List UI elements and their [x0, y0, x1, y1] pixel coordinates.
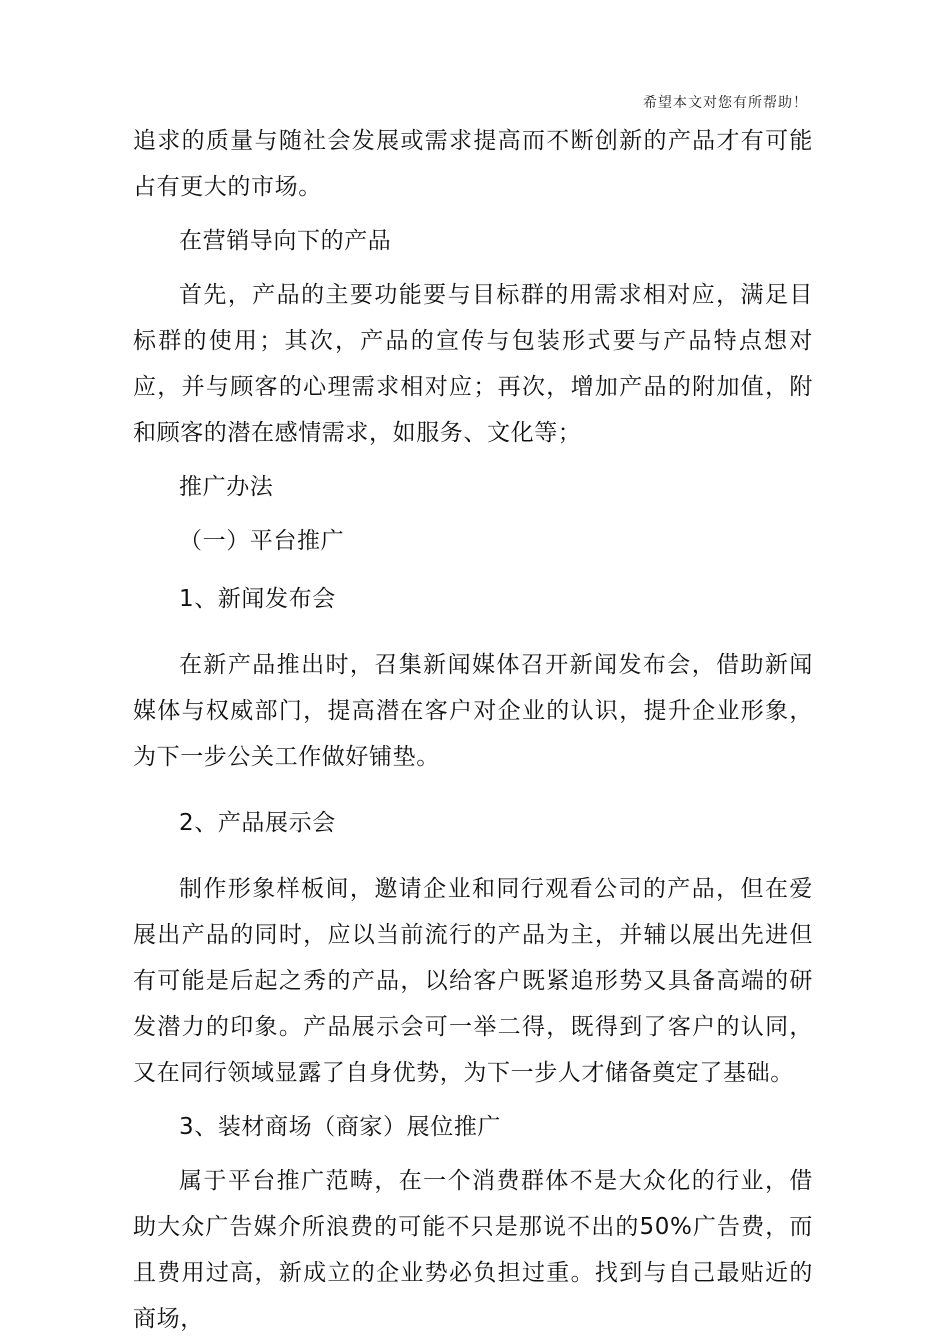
paragraph-product-exhibition: 制作形象样板间，邀请企业和同行观看公司的产品，但在爱展出产品的同时，应以当前流行的产品为主，并辅以展出先进但有可能是后起之秀的产品，以给客户既紧追形势又具备高端的研发潜力的印象。产品展示会可一举二得，既得到了客户的认同，又在同行领域显露了自身优势，为下一步人才储备奠定了基础。 — [133, 876, 813, 1086]
paragraph-press-conference: 在新产品推出时，召集新闻媒体召开新闻发布会，借助新闻媒体与权威部门，提高潜在客户对企业的认识，提升企业形象，为下一步公关工作做好铺垫。 — [133, 652, 813, 770]
paragraph-intro-continuation: 追求的质量与随社会发展或需求提高而不断创新的产品才有可能占有更大的市场。 — [133, 128, 813, 200]
heading-mall-booth-promotion: 3、装材商场（商家）展位推广 — [179, 1114, 502, 1140]
heading-platform-promotion: （一）平台推广 — [179, 528, 345, 554]
heading-product-exhibition: 2、产品展示会 — [179, 810, 336, 836]
page-header-note: 希望本文对您有所帮助！ — [643, 95, 808, 111]
document-body — [133, 118, 813, 1342]
heading-promotion-methods: 推广办法 — [179, 474, 274, 500]
heading-press-conference: 1、新闻发布会 — [179, 586, 336, 612]
paragraph-mall-booth-promotion: 属于平台推广范畴，在一个消费群体不是大众化的行业，借助大众广告媒介所浪费的可能不只是那说不出的50%广告费，而且费用过高，新成立的企业势必负担过重。找到与自己最贴近的商场， — [133, 1168, 813, 1332]
heading-marketing-oriented-product: 在营销导向下的产品 — [179, 228, 392, 254]
paragraph-product-requirements: 首先，产品的主要功能要与目标群的用需求相对应，满足目标群的使用；其次，产品的宣传与包装形式要与产品特点想对应，并与顾客的心理需求相对应；再次，增加产品的附加值，附和顾客的潜在感情需求，如服务、文化等； — [133, 282, 813, 446]
